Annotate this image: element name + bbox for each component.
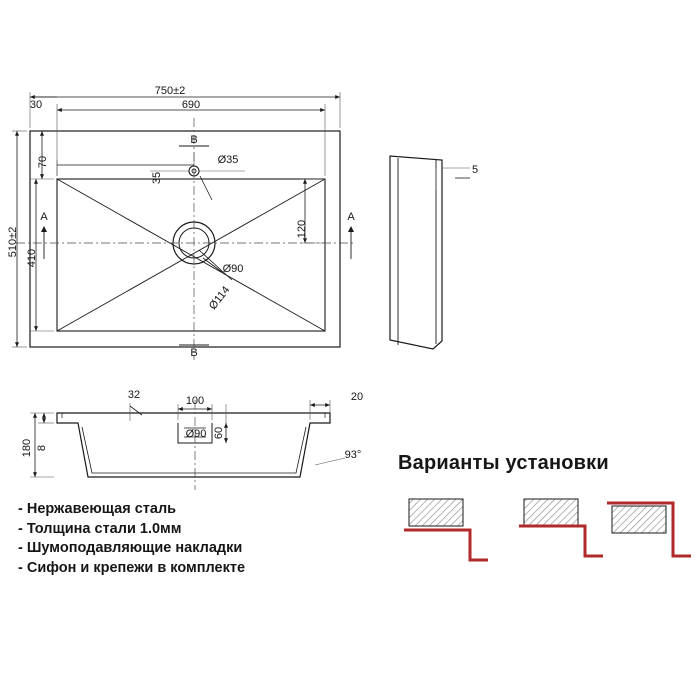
dim-drain-outer: Ø114 bbox=[206, 284, 233, 313]
spec-list bbox=[18, 500, 338, 578]
dim-tap-offset: 35 bbox=[151, 171, 163, 185]
dim-depth-total: 180 bbox=[21, 438, 33, 458]
dim-inner-height: 410 bbox=[26, 248, 38, 268]
dim-drain-offset: 120 bbox=[296, 219, 308, 239]
dim-wall-angle: 93° bbox=[344, 449, 362, 461]
variants-group bbox=[404, 499, 691, 560]
spec-item: - Сифон и крепежи в комплекте bbox=[18, 559, 246, 576]
dim-inner-width: 690 bbox=[181, 99, 201, 111]
dim-side-flange: 5 bbox=[471, 164, 479, 176]
dim-drain-height: 60 bbox=[213, 426, 225, 440]
dim-rim-width: 20 bbox=[350, 391, 364, 403]
variant-flushmount bbox=[519, 499, 603, 556]
dim-top-offset: 70 bbox=[37, 155, 49, 169]
dim-drain-inner: Ø90 bbox=[222, 263, 244, 275]
section-mark-bottom: B bbox=[190, 347, 198, 359]
dim-left-offset: 30 bbox=[29, 99, 43, 111]
variant-overmount bbox=[404, 499, 488, 560]
dim-corner-radius: 32 bbox=[127, 389, 141, 401]
section-mark-top: B bbox=[190, 134, 198, 146]
dim-drain-inner-section: Ø90 bbox=[185, 428, 207, 440]
section-view-group bbox=[30, 400, 345, 490]
dim-flange-thickness: 8 bbox=[36, 444, 48, 452]
spec-item: - Толщина стали 1.0мм bbox=[18, 520, 182, 537]
dim-tap-diameter: Ø35 bbox=[217, 154, 239, 166]
dim-overall-width: 750±2 bbox=[154, 85, 186, 97]
spec-item: - Нержавеющая сталь bbox=[18, 501, 177, 517]
section-mark-left: A bbox=[40, 211, 48, 223]
side-view-group bbox=[390, 156, 470, 349]
dim-drain-width: 100 bbox=[185, 395, 205, 407]
variant-undermount bbox=[607, 503, 691, 556]
dim-overall-height: 510±2 bbox=[7, 226, 19, 258]
section-mark-right: A bbox=[347, 211, 355, 223]
variants-title: Варианты установки bbox=[398, 452, 609, 474]
spec-item: - Шумоподавляющие накладки bbox=[18, 540, 243, 556]
dimension-labels bbox=[7, 85, 478, 461]
